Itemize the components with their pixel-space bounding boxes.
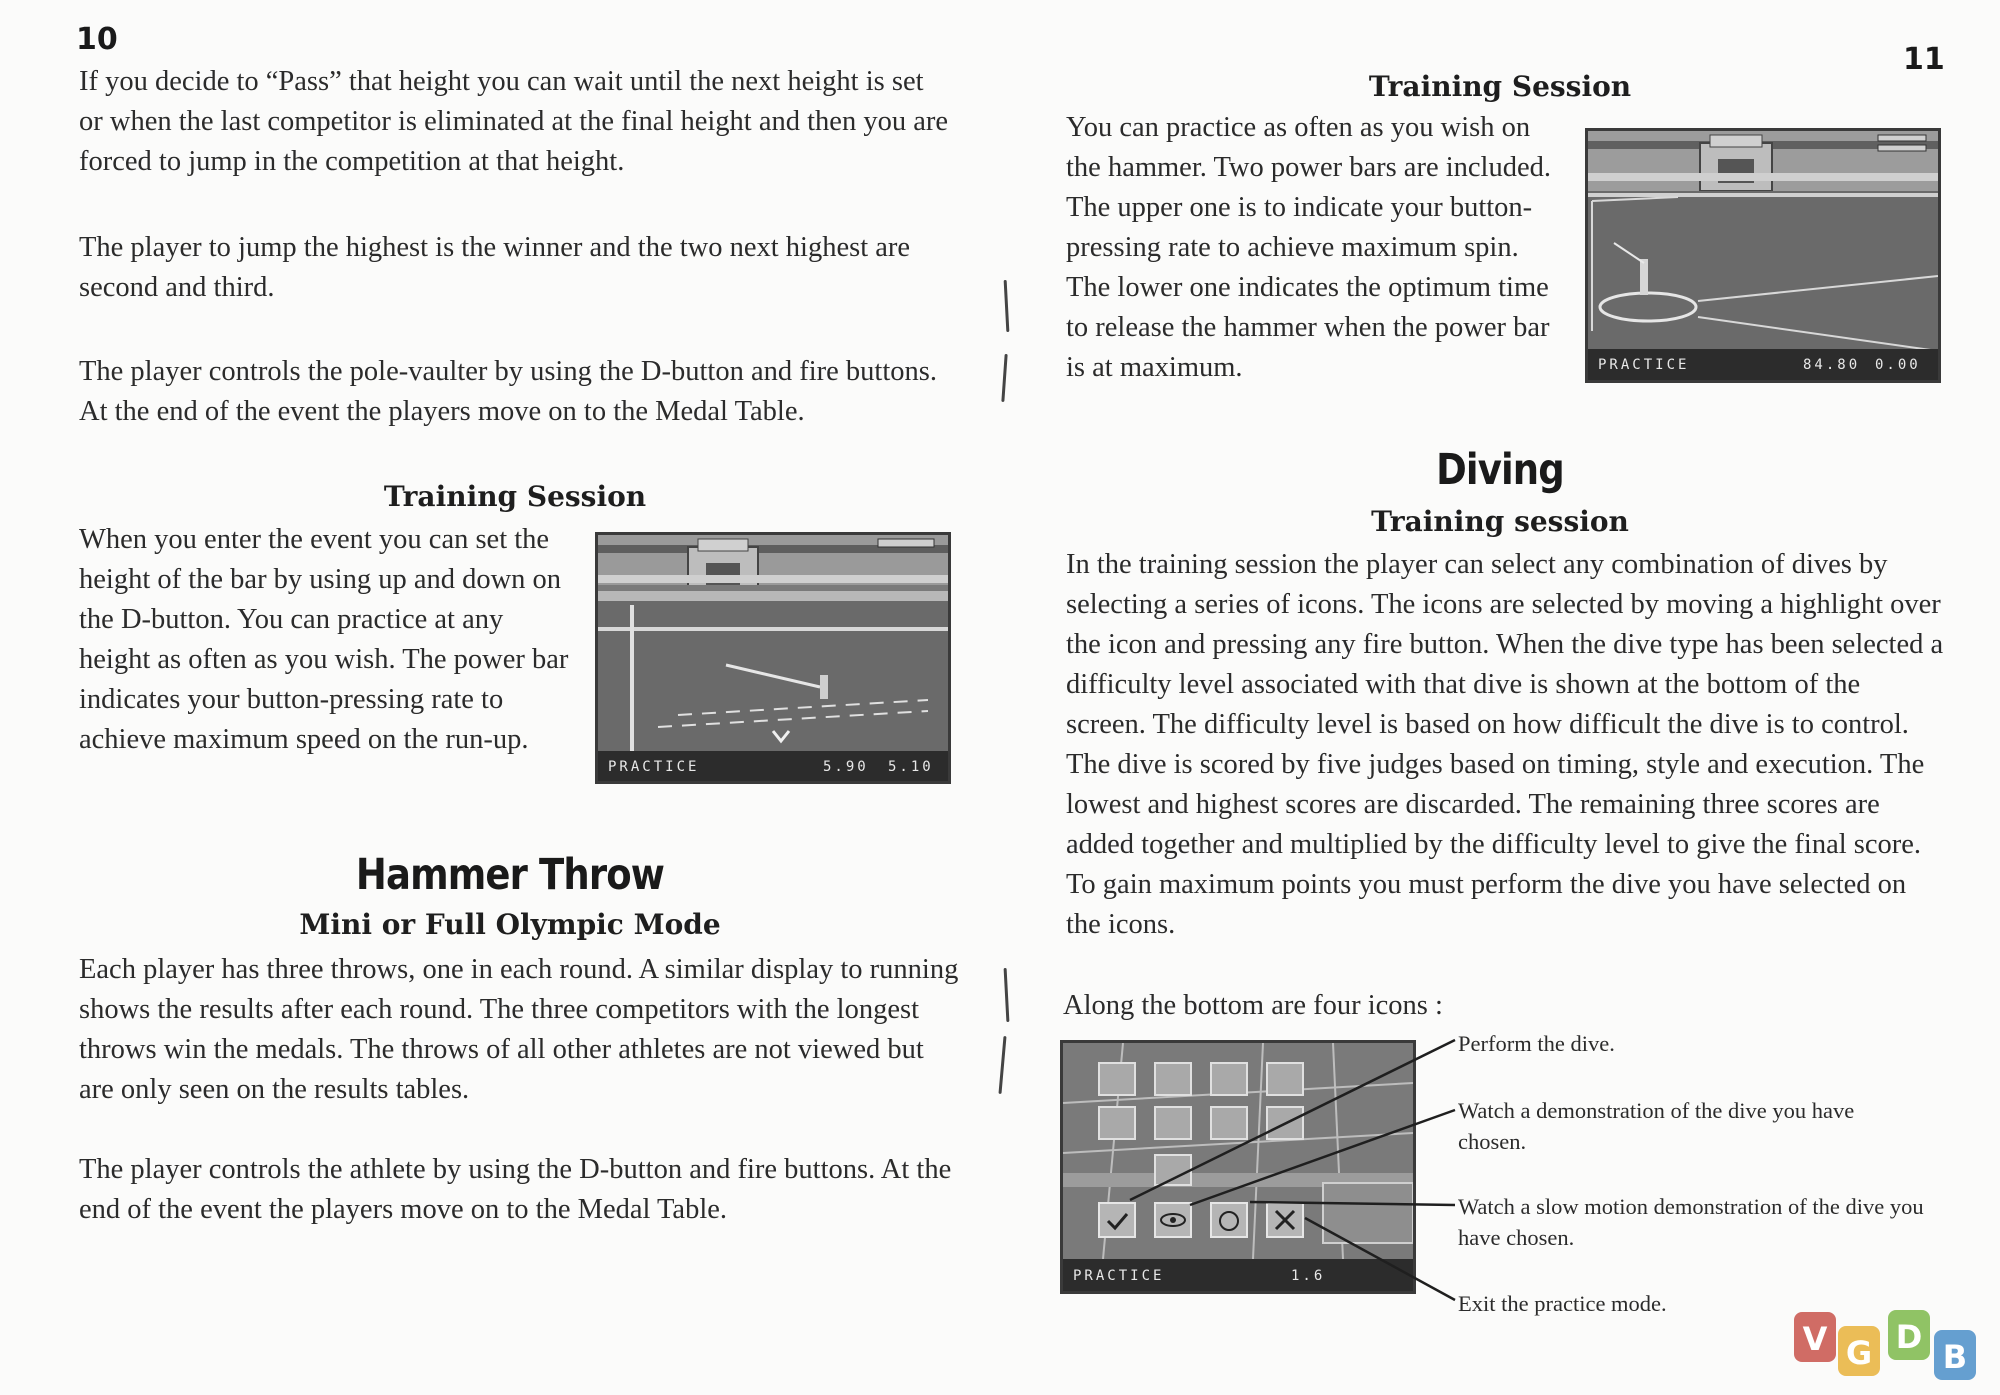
diving-difficulty-value: 1.6: [1291, 1268, 1326, 1284]
paragraph-hammer-rules: Each player has three throws, one in each round. A similar display to running shows the results after each round. The three competitors with the longest throws win the medals. The throws of all other athletes are not viewed but are only seen on the results tables.: [79, 954, 959, 1105]
callout-slow-motion: Watch a slow motion demonstration of the dive you have chosen.: [1458, 1194, 1924, 1250]
hammer-value-1: 84.80: [1803, 357, 1861, 373]
watermark-letter: D: [1895, 1318, 1923, 1356]
callout-demonstration: Watch a demonstration of the dive you have chosen.: [1458, 1098, 1855, 1154]
callout-exit: Exit the practice mode.: [1458, 1291, 1667, 1316]
diving-title: Diving: [1436, 445, 1564, 495]
paragraph-pole-vault-training: When you enter the event you can set the height of the bar by using up and down on the D-button. You can practice at any height as often as you wish. The power bar indicates your button-pressing rate to achieve maximum speed on the run-up.: [79, 524, 569, 755]
diving-label: PRACTICE: [1073, 1268, 1165, 1284]
watermark-letter: V: [1802, 1320, 1828, 1358]
callout-perform: Perform the dive.: [1458, 1031, 1615, 1056]
paragraph-winner-rule: The player to jump the highest is the winner and the two next highest are second and third.: [79, 232, 911, 303]
hammer-throw-title: Hammer Throw: [355, 850, 665, 900]
paragraph-hammer-controls: The player controls the athlete by using the D-button and fire buttons. At the end of the event the players move on to the Medal Table.: [79, 1154, 952, 1225]
pole-vault-label: PRACTICE: [608, 759, 700, 775]
vgdb-watermark-logo: [1792, 1308, 1982, 1384]
page-number-left: 10: [76, 22, 118, 57]
page-number-right: 11: [1903, 42, 1945, 77]
training-session-heading-left: Training Session: [383, 480, 647, 513]
icons-intro: Along the bottom are four icons :: [1063, 990, 1443, 1021]
hammer-label: PRACTICE: [1598, 357, 1690, 373]
hammer-throw-subtitle: Mini or Full Olympic Mode: [299, 908, 721, 941]
watermark-letter: G: [1845, 1334, 1873, 1372]
pole-vault-value-1: 5.90: [823, 759, 869, 775]
paragraph-diving-training: In the training session the player can select any combination of dives by selecting a series of icons. The icons are selected by moving a highlight over the icon and pressing any fire button. When the dive type has been selected a difficulty level associated with that dive is shown at the bottom of the screen. The difficulty level is based on how difficult the dive is to control. The dive is scored by five judges based on timing, style and execution. The lowest and highest scores are discarded. The remaining three scores are added together and multiplied by the difficulty level to give the final score. To gain maximum points you must perform the dive you have selected on the icons.: [1066, 549, 1944, 940]
paragraph-pole-vault-controls: The player controls the pole-vaulter by using the D-button and fire buttons. At the end of the event the players move on to the Medal Table.: [79, 356, 937, 427]
diving-subtitle: Training session: [1371, 505, 1629, 538]
training-session-heading-right: Training Session: [1368, 70, 1632, 103]
watermark-letter: B: [1942, 1338, 1968, 1376]
paragraph-hammer-training: You can practice as often as you wish on the hammer. Two power bars are included. The upper one is to indicate your button-pressing rate to achieve maximum spin. The lower one indicates the optimum time to release the hammer when the power bar is at maximum.: [1066, 112, 1551, 383]
hammer-value-2: 0.00: [1875, 357, 1921, 373]
paragraph-pass-rule: If you decide to “Pass” that height you can wait until the next height is set or when the last competitor is eliminated at the final height and then you are forced to jump in the competition at that height.: [79, 66, 948, 177]
pole-vault-value-2: 5.10: [888, 759, 934, 775]
